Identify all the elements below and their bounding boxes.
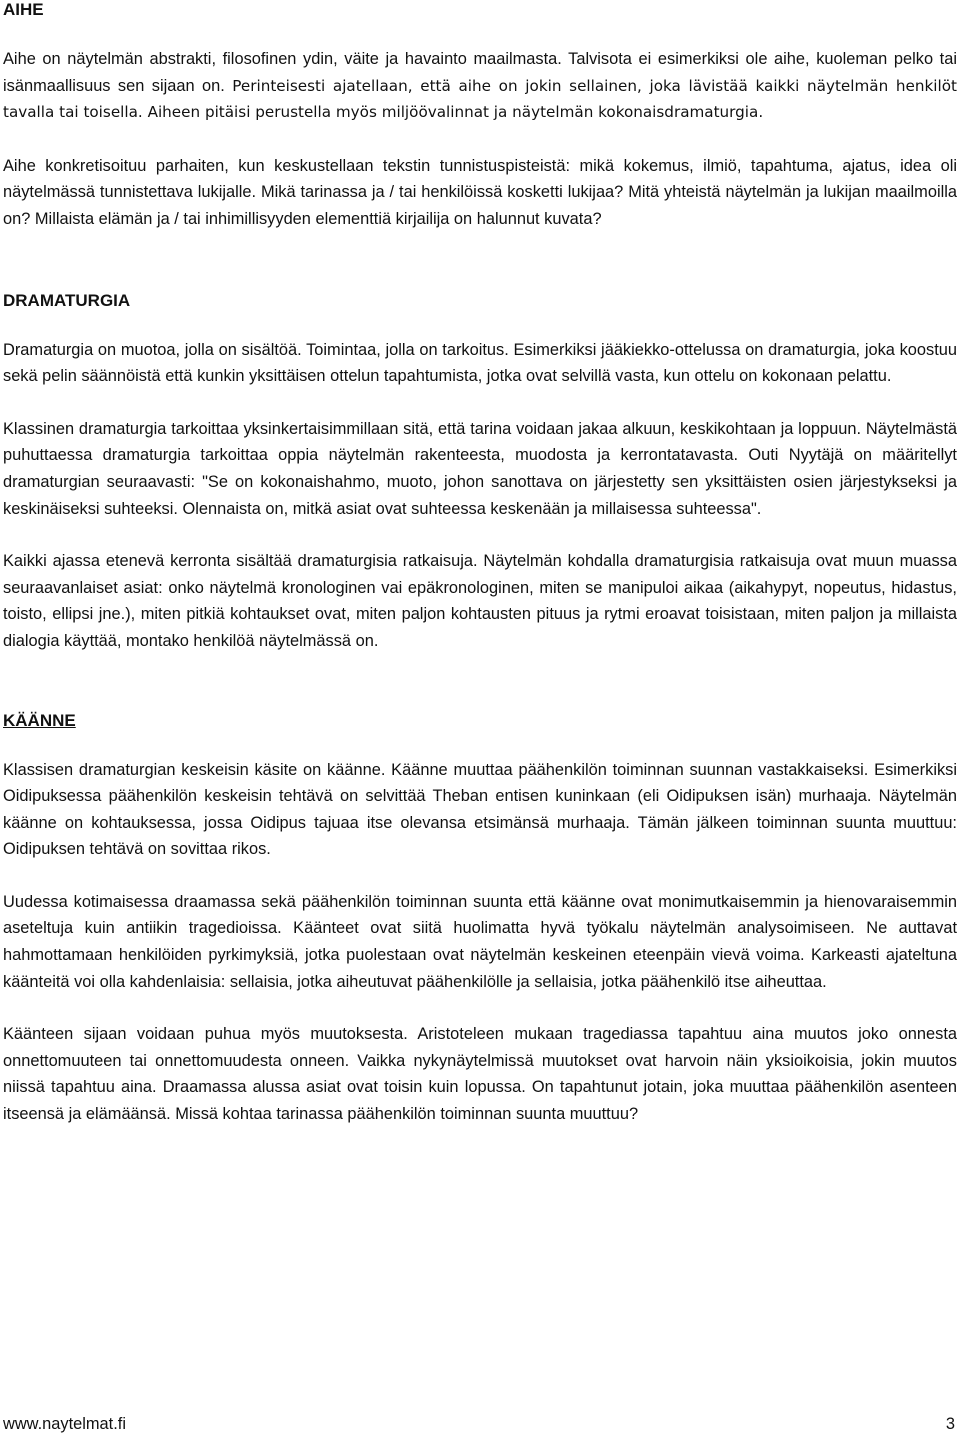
footer-url-link[interactable]: www.naytelmat.fi bbox=[3, 1415, 126, 1433]
kaanne-paragraph-1: Klassisen dramaturgian keskeisin käsite on käänne. Käänne muuttaa päähenkilön toiminnan suunnan vastakkaiseksi. Esimerkiksi Oidipuksessa päähenkilön keskeisin tehtävä on selvittää Theban entisen kuninkaan (eli Oidipuksen isän) murhaaja. Näytelmän käänne on kohtauksessa, jossa Oidipus tajuaa itse olevansa etsimänsä murhaaja. Tämän jälkeen toiminnan suunta muuttuu: Oidipuksen tehtävä on sovittaa rikos. bbox=[3, 760, 957, 859]
aihe-paragraph-2: Aihe konkretisoituu parhaiten, kun keskustellaan tekstin tunnistuspisteistä: mikä kokemus, ilmiö, tapahtuma, ajatus, idea oli näytelmässä tunnistettava lukijalle. Mikä tarinassa ja / tai henkilöissä kosketti lukijaa? Mitä yhteistä näytelmän ja lukijan maailmoilla on? Millaista elämän ja / tai inhimillisyyden elementtiä kirjailija on halunnut kuvata? bbox=[3, 156, 957, 228]
aihe-paragraph-1 bbox=[3, 46, 957, 126]
kaanne-paragraph-3: Käänteen sijaan voidaan puhua myös muutoksesta. Aristoteleen mukaan tragediassa tapahtuu aina muutos joko onnesta onnettomuuteen tai onnettomuudesta onneen. Vaikka nykynäytelmissä muutokset ovat harvoin näin yksioikoisia, jokin muutos niissä tapahtuu aina. Draamassa alussa asiat ovat toisin kuin lopussa. On tapahtunut jotain, joka muuttaa päähenkilön asenteen itseensä ja elämäänsä. Missä kohtaa tarinassa päähenkilön toiminnan suunta muuttuu? bbox=[3, 1025, 957, 1124]
dramaturgia-paragraph-1: Dramaturgia on muotoa, jolla on sisältöä. Toimintaa, jolla on tarkoitus. Esimerkiksi jääkiekko-ottelussa on dramaturgia, joka koostuu sekä pelin säännöistä että kunkin yksittäisen ottelun tapahtumista, jotka ovat selvillä vasta, kun ottelu on kokonaan pelattu. bbox=[3, 340, 957, 386]
page-footer bbox=[3, 1414, 957, 1434]
aihe-paragraph-1-part-2: Perinteisesti ajatellaan, että aihe on jokin sellainen, joka lävistää kaikki näytelmän henkilöt tavalla tai toisella. Aiheen pitäisi perustella myös miljöövalinnat ja näytelmän kokonaisdramaturgia. bbox=[3, 76, 957, 122]
aihe-paragraph-1-part-1: Aihe on näytelmän abstrakti, filosofinen ydin, väite ja havainto maailmasta. Talvisota ei esimerkiksi ole aihe, kuoleman pelko tai isänmaallisuus sen sijaan on. bbox=[3, 50, 957, 95]
section-title-aihe: AIHE bbox=[3, 0, 44, 19]
page-number: 3 bbox=[945, 1415, 955, 1433]
document-page bbox=[3, 0, 957, 1128]
kaanne-paragraph-2: Uudessa kotimaisessa draamassa sekä päähenkilön toiminnan suunta että käänne ovat monimutkaisemmin ja hienovaraisemmin aseteltuja kuin antiikin tragedioissa. Käänteet ovat siitä huolimatta hyvä työkalu näytelmän analysoimiseen. Ne auttavat hahmottamaan henkilöiden pyrkimyksiä, jotka puolestaan ovat näytelmän keskeinen eteenpäin vievä voima. Karkeasti ajateltuna käänteitä voi olla kahdenlaisia: sellaisia, jotka aiheutuvat päähenkilölle ja sellaisia, jotka päähenkilö itse aiheuttaa. bbox=[3, 892, 957, 991]
section-title-kaanne: KÄÄNNE bbox=[3, 710, 76, 730]
section-title-dramaturgia: DRAMATURGIA bbox=[3, 290, 131, 310]
dramaturgia-paragraph-2: Klassinen dramaturgia tarkoittaa yksinkertaisimmillaan sitä, että tarina voidaan jakaa alkuun, keskikohtaan ja loppuun. Näytelmästä puhuttaessa dramaturgia tarkoittaa oppia näytelmän rakenteesta, muodosta ja kerrontatavasta. Outi Nyytäjä on määritellyt dramaturgian seuraavasti: "Se on kokonaishahmo, muoto, johon sanottava on järjestetty sen yksittäisten osien järjestykseksi ja keskinäiseksi suhteeksi. Olennaista on, mitkä asiat ovat suhteessa keskenään ja millaisessa suhteessa". bbox=[3, 419, 957, 518]
dramaturgia-paragraph-3: Kaikki ajassa etenevä kerronta sisältää dramaturgisia ratkaisuja. Näytelmän kohdalla dramaturgisia ratkaisuja ovat muun muassa seuraavanlaiset asiat: onko näytelmä kronologinen vai epäkronologinen, miten se manipuloi aikaa (aikahypyt, nopeutus, hidastus, toisto, ellipsi jne.), miten pitkiä kohtaukset ovat, miten paljon kohtausten pituus ja rytmi eroavat toisistaan, miten paljon ja millaista dialogia käyttää, montako henkilöä näytelmässä on. bbox=[3, 552, 957, 650]
